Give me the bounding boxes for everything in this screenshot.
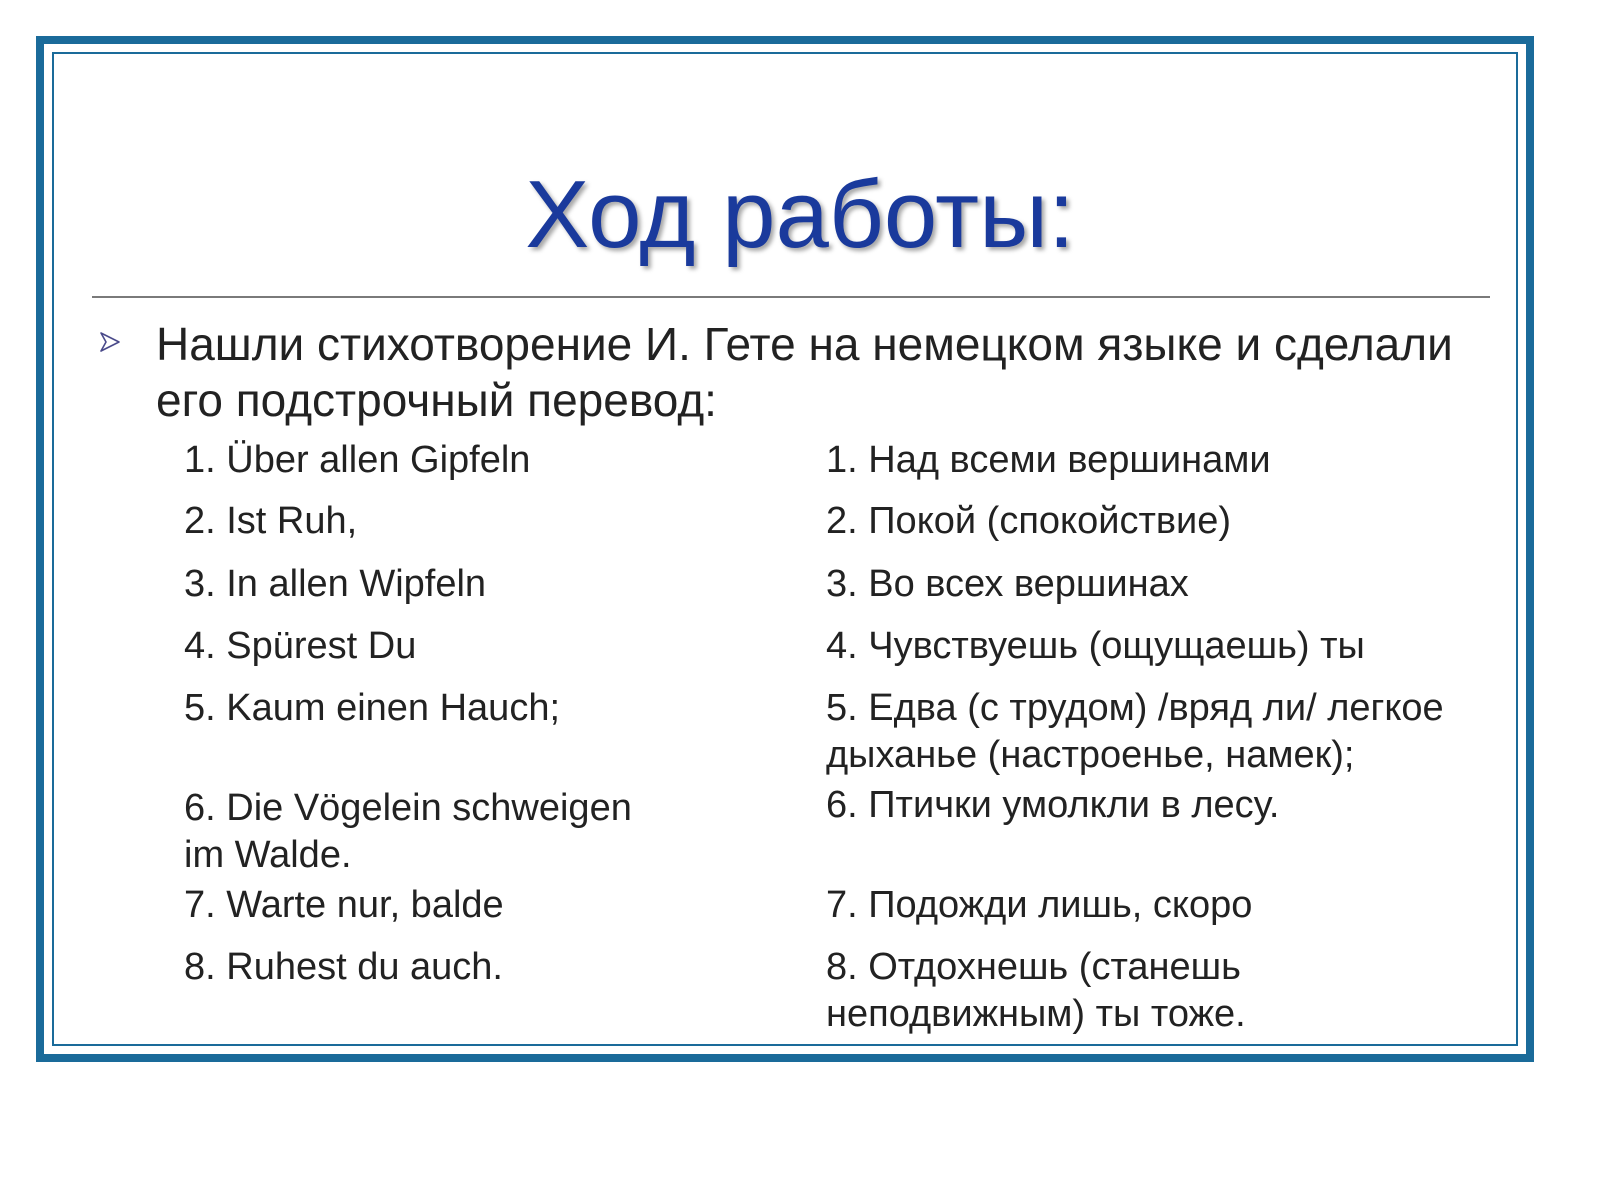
arrowhead-bullet-icon xyxy=(98,330,122,354)
russian-line-3: 3. Во всех вершинах xyxy=(826,563,1189,605)
german-line-3: 3. In allen Wipfeln xyxy=(184,563,487,605)
russian-line-2: 2. Покой (спокойствие) xyxy=(826,500,1232,542)
german-line-8: 8. Ruhest du auch. xyxy=(184,946,503,988)
russian-line-5-cont: дыханье (настроенье, намек); xyxy=(826,734,1355,776)
slide-title: Ход работы: xyxy=(525,161,1075,268)
russian-line-1: 1. Над всеми вершинами xyxy=(826,439,1271,481)
german-line-6: 6. Die Vögelein schweigen xyxy=(184,787,632,829)
russian-line-5: 5. Едва (с трудом) /вряд ли/ легкое xyxy=(826,687,1444,729)
title-divider xyxy=(92,296,1490,298)
german-line-6-cont: im Walde. xyxy=(184,834,352,876)
russian-line-8: 8. Отдохнешь (станешь xyxy=(826,946,1241,988)
russian-line-6: 6. Птички умолкли в лесу. xyxy=(826,784,1280,826)
russian-line-8-cont: неподвижным) ты тоже. xyxy=(826,993,1246,1035)
german-line-2: 2. Ist Ruh, xyxy=(184,500,358,542)
russian-line-7: 7. Подожди лишь, скоро xyxy=(826,884,1253,926)
russian-line-4: 4. Чувствуешь (ощущаешь) ты xyxy=(826,625,1365,667)
german-line-1: 1. Über allen Gipfeln xyxy=(184,439,531,481)
german-line-7: 7. Warte nur, balde xyxy=(184,884,504,926)
bullet-text: Нашли стихотворение И. Гете на немецком языке и сделали его подстрочный перевод: xyxy=(156,318,1453,426)
german-line-4: 4. Spürest Du xyxy=(184,625,417,667)
german-line-5: 5. Kaum einen Hauch; xyxy=(184,687,561,729)
